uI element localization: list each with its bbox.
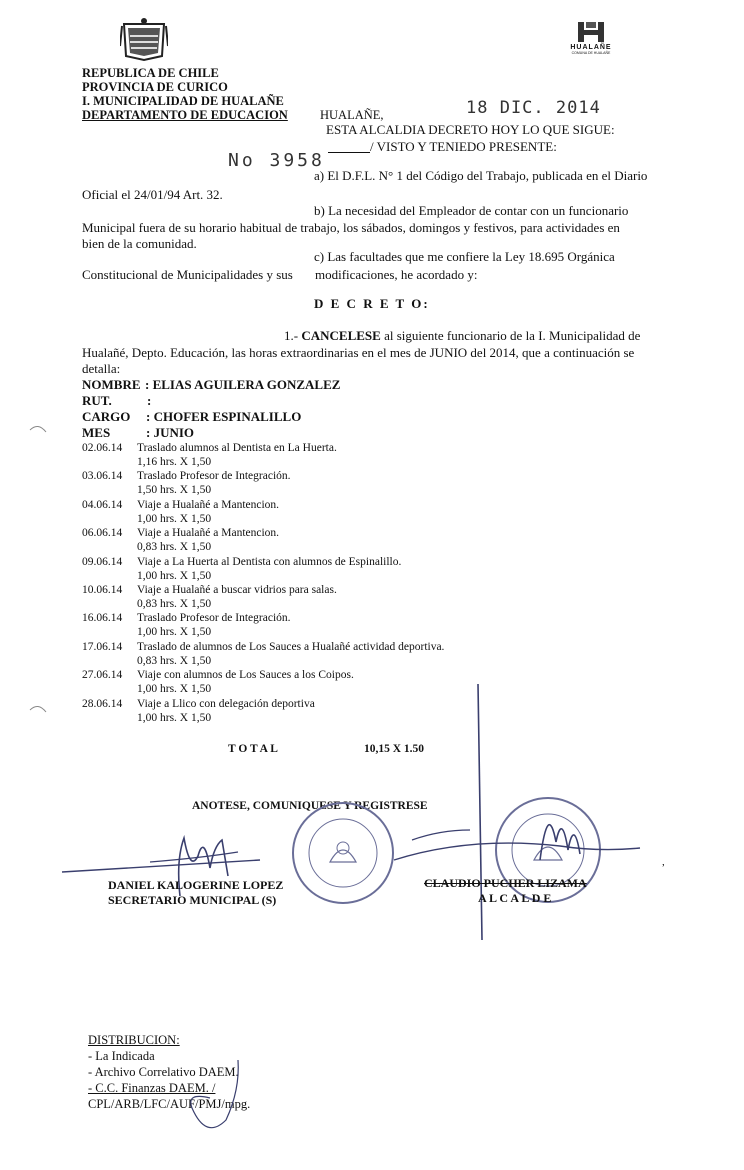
number-stamp: No 3958 [228, 150, 325, 171]
visto-b-right: b) La necesidad del Empleador de contar con un funcionario [314, 203, 629, 218]
item-date: 17.06.14 [82, 640, 123, 653]
item-description: Viaje a La Huerta al Dentista con alumnos de Espinalillo. [137, 555, 402, 568]
distribution-title: DISTRIBUCION: [88, 1033, 180, 1047]
item-hours: 1,00 hrs. X 1,50 [137, 683, 212, 696]
visto-b-line2: Municipal fuera de su horario habitual de trabajo, los sábados, domingos y festivos, para actividades en [82, 220, 620, 235]
intro-line-2: / VISTO Y TENIEDO PRESENTE: [370, 139, 557, 154]
employee-nombre-value: : ELIAS AGUILERA GONZALEZ [145, 377, 341, 392]
alcalde-name: CLAUDIO PUCHER LIZAMA [424, 876, 587, 890]
item-date: 27.06.14 [82, 669, 123, 682]
item-date: 06.06.14 [82, 527, 123, 540]
article-1-line1 [284, 328, 640, 344]
item-hours: 1,50 hrs. X 1,50 [137, 484, 212, 497]
header-departamento: DEPARTAMENTO DE EDUCACION [82, 108, 288, 122]
decreto-title: D E C R E T O: [314, 296, 430, 311]
item-hours: 1,00 hrs. X 1,50 [137, 512, 212, 525]
coat-of-arms-logo [120, 16, 168, 67]
item-hours: 0,83 hrs. X 1,50 [137, 598, 212, 610]
visto-c-right2: modificaciones, he acordado y: [315, 267, 478, 282]
visto-c-left: Constitucional de Municipalidades y sus [82, 267, 293, 282]
item-date: 28.06.14 [82, 697, 123, 710]
item-date: 03.06.14 [82, 470, 123, 483]
item-description: Viaje a Hualañé a Mantencion. [137, 527, 280, 540]
total-label: T O T A L [228, 743, 278, 755]
distribution-line: CPL/ARB/LFC/AUF/PMJ/mpg. [88, 1097, 251, 1111]
article-1-prefix: 1.- [284, 328, 299, 343]
distribution-line: - C.C. Finanzas DAEM. / [88, 1081, 216, 1095]
header-provincia: PROVINCIA DE CURICO [82, 80, 228, 94]
employee-mes-value: : JUNIO [146, 425, 195, 440]
header-republica: REPUBLICA DE CHILE [82, 66, 219, 80]
item-hours: 1,16 hrs. X 1,50 [137, 456, 212, 468]
item-description: Traslado Profesor de Integración. [137, 470, 291, 483]
item-date: 16.06.14 [82, 612, 123, 625]
employee-mes-label: MES [82, 425, 111, 440]
item-date: 02.06.14 [82, 442, 123, 454]
employee-rut-label: RUT. [82, 393, 112, 408]
employee-rut-value: : [147, 393, 152, 408]
place-name: HUALAÑE, [320, 108, 384, 122]
intro-blank-line [328, 152, 370, 153]
hualane-logo [566, 20, 616, 55]
item-date: 10.06.14 [82, 584, 123, 596]
alcalde-title: A L C A L D E [478, 891, 552, 905]
item-hours: 1,00 hrs. X 1,50 [137, 626, 212, 639]
closing-text: ANOTESE, COMUNIQUESE Y REGISTRESE [192, 800, 428, 812]
item-description: Traslado de alumnos de Los Sauces a Hualañé actividad deportiva. [137, 640, 445, 653]
intro-line-1: ESTA ALCALDIA DECRETO HOY LO QUE SIGUE: [326, 122, 615, 137]
visto-b-line3: bien de la comunidad. [82, 236, 197, 251]
employee-nombre-label: NOMBRE [82, 377, 141, 392]
article-1-keyword: CANCELESE [301, 328, 381, 343]
item-description: Viaje con alumnos de Los Sauces a los Coipos. [137, 669, 354, 682]
employee-cargo-value: : CHOFER ESPINALILLO [146, 409, 302, 424]
logo-text: HUALAÑE [570, 44, 612, 51]
logo-subtext: COMUNA DE HUALAÑE [571, 51, 611, 55]
article-1-line3: detalla: [82, 361, 121, 376]
total-value: 10,15 X 1.50 [364, 743, 425, 755]
item-date: 09.06.14 [82, 555, 123, 568]
item-description: Viaje a Hualañé a Mantencion. [137, 498, 280, 511]
employee-cargo-label: CARGO [82, 409, 131, 424]
distribution-line: - La Indicada [88, 1049, 155, 1063]
visto-c-right: c) Las facultades que me confiere la Ley 18.695 Orgánica [314, 249, 615, 264]
item-hours: 0,83 hrs. X 1,50 [137, 541, 212, 554]
item-hours: 1,00 hrs. X 1,50 [137, 569, 212, 582]
item-description: Traslado alumnos al Dentista en La Huerta. [137, 442, 337, 454]
distribution-line: - Archivo Correlativo DAEM. [88, 1065, 239, 1079]
secretario-title: SECRETARIO MUNICIPAL (S) [108, 893, 277, 907]
item-date: 04.06.14 [82, 498, 123, 511]
visto-a-right: a) El D.F.L. N° 1 del Código del Trabajo, publicada en el Diario [314, 168, 648, 183]
margin-mark: , [662, 856, 665, 868]
item-hours: 0,83 hrs. X 1,50 [137, 654, 212, 667]
punch-hole-marks [20, 410, 80, 1170]
article-1-rest: al siguiente funcionario de la I. Municipalidad de [384, 328, 641, 343]
visto-a-left: Oficial el 24/01/94 Art. 32. [82, 187, 223, 202]
item-description: Viaje a Hualañé a buscar vidrios para salas. [137, 584, 337, 596]
item-description: Viaje a Llico con delegación deportiva [137, 697, 315, 710]
article-1-line2: Hualañé, Depto. Educación, las horas extraordinarias en el mes de JUNIO del 2014, que a continuación se [82, 345, 635, 360]
item-description: Traslado Profesor de Integración. [137, 612, 291, 625]
date-stamp: 18 DIC. 2014 [466, 98, 601, 118]
seal-secretario [290, 800, 396, 911]
item-hours: 1,00 hrs. X 1,50 [137, 711, 212, 724]
header-municipalidad: I. MUNICIPALIDAD DE HUALAÑE [82, 94, 284, 108]
secretario-name: DANIEL KALOGERINE LOPEZ [108, 878, 284, 892]
